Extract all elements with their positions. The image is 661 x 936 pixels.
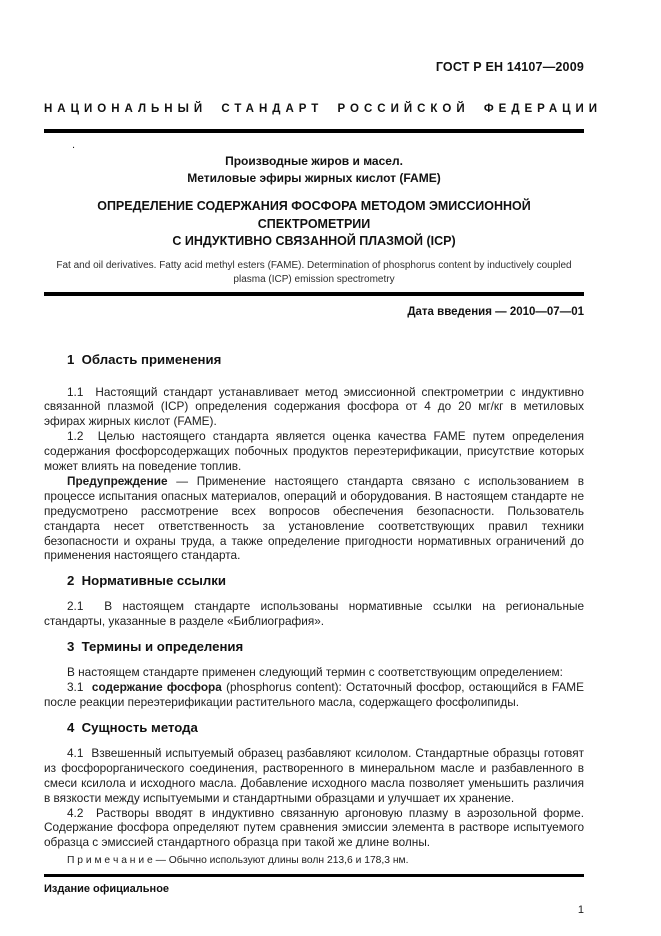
section-1-heading: 1 Область применения [67, 351, 222, 367]
clause-3-1 [44, 680, 584, 710]
english-title [44, 259, 584, 288]
clause-4-1: 4.1 Взвешенный испытуемый образец разбавляют ксилолом. Стандартные образцы готовят из фосфорорганического соединения, растворенного в минеральном масле и разбавленного в смеси ксилола и исходного масла. Добавление исходного масла позволяет уменьшить различия в вязкости между испытуемыми и стандартными образцами и улучшает их хранение. [44, 745, 584, 805]
page-number: 1 [577, 903, 584, 916]
clause-1-1: 1.1 Настоящий стандарт устанавливает метод эмиссионной спектрометрии с индуктивно связанной плазмой (ICP) определения содержания фосфора от 4 до 20 мг/кг в метиловых эфирах жирных кислот (FAME). [44, 384, 584, 429]
main-title-line-2: С ИНДУКТИВНО СВЯЗАННОЙ ПЛАЗМОЙ (ICP) [172, 234, 456, 248]
main-title-line-1: ОПРЕДЕЛЕНИЕ СОДЕРЖАНИЯ ФОСФОРА МЕТОДОМ ЭМИССИОННОЙ СПЕКТРОМЕТРИИ [97, 199, 531, 231]
note-label: П р и м е ч а н и е [67, 855, 153, 867]
subject-title [44, 153, 584, 187]
national-standard-banner: НАЦИОНАЛЬНЫЙ СТАНДАРТ РОССИЙСКОЙ ФЕДЕРАЦИИ [44, 103, 603, 115]
section-3-intro: В настоящем стандарте применен следующий термин с соответствующим определением: [67, 665, 563, 680]
title-rule [44, 292, 584, 296]
term-number: 3.1 [67, 680, 92, 695]
warning-text: — Применение настоящего стандарта связано с использованием в процессе испытания опасных материалов, операций и оборудования. В настоящем стандарте не предусмотрено рассмотрение всех вопросов обеспечения безопасности. Пользователь стандарта несет ответственность за установление соответствующих правил техники безопасности и охраны труда, а также определение пригодности нормативных ограничений до применения настоящего стандарта. [44, 473, 584, 563]
main-title [44, 198, 584, 251]
section-2-heading: 2 Нормативные ссылки [67, 573, 226, 589]
subject-line-2: Метиловые эфиры жирных кислот (FAME) [187, 171, 441, 185]
term-definition: (phosphorus content): Остаточный фосфор, остающийся в FAME после реакции переэтерификации растительного масла, содержащего фосфолипиды. [44, 680, 584, 709]
note-paragraph [44, 854, 584, 868]
official-edition-label: Издание официальное [44, 882, 170, 895]
clause-4-2: 4.2 Растворы вводят в индуктивно связанную аргоновую плазму в аэрозольной форме. Содержание фосфора определяют путем сравнения эмиссии элемента в растворе испытуемого образца с эмиссией стандартного образца при такой же длине волны. [44, 805, 584, 850]
clause-1-2: 1.2 Целью настоящего стандарта является оценка качества FAME путем определения содержания фосфорсодержащих побочных продуктов переэтерификации, присутствие которых может влиять на поведение топлив. [44, 429, 584, 474]
note-text: — Обычно используют длины волн 213,6 и 178,3 нм. [152, 855, 409, 867]
doc-number: ГОСТ Р ЕН 14107—2009 [435, 60, 584, 74]
clause-2-1: 2.1 В настоящем стандарте использованы нормативные ссылки на региональные стандарты, указанные в разделе «Библиография». [44, 599, 584, 629]
english-title-line-1: Fat and oil derivatives. Fatty acid methyl esters (FAME). Determination of phosphorus content by inductively coupled [56, 259, 572, 271]
warning-paragraph [44, 474, 584, 563]
warning-lead: Предупреждение [67, 473, 168, 488]
effective-date: Дата введения — 2010—07—01 [407, 305, 584, 318]
header-rule [44, 129, 584, 133]
english-title-line-2: plasma (ICP) emission spectrometry [233, 274, 395, 285]
stray-mark: . [72, 139, 76, 151]
section-3-heading: 3 Термины и определения [67, 639, 244, 655]
section-4-heading: 4 Сущность метода [67, 719, 198, 735]
subject-line-1: Производные жиров и масел. [225, 154, 403, 168]
footer-rule [44, 874, 584, 877]
term-name: содержание фосфора [91, 680, 222, 695]
